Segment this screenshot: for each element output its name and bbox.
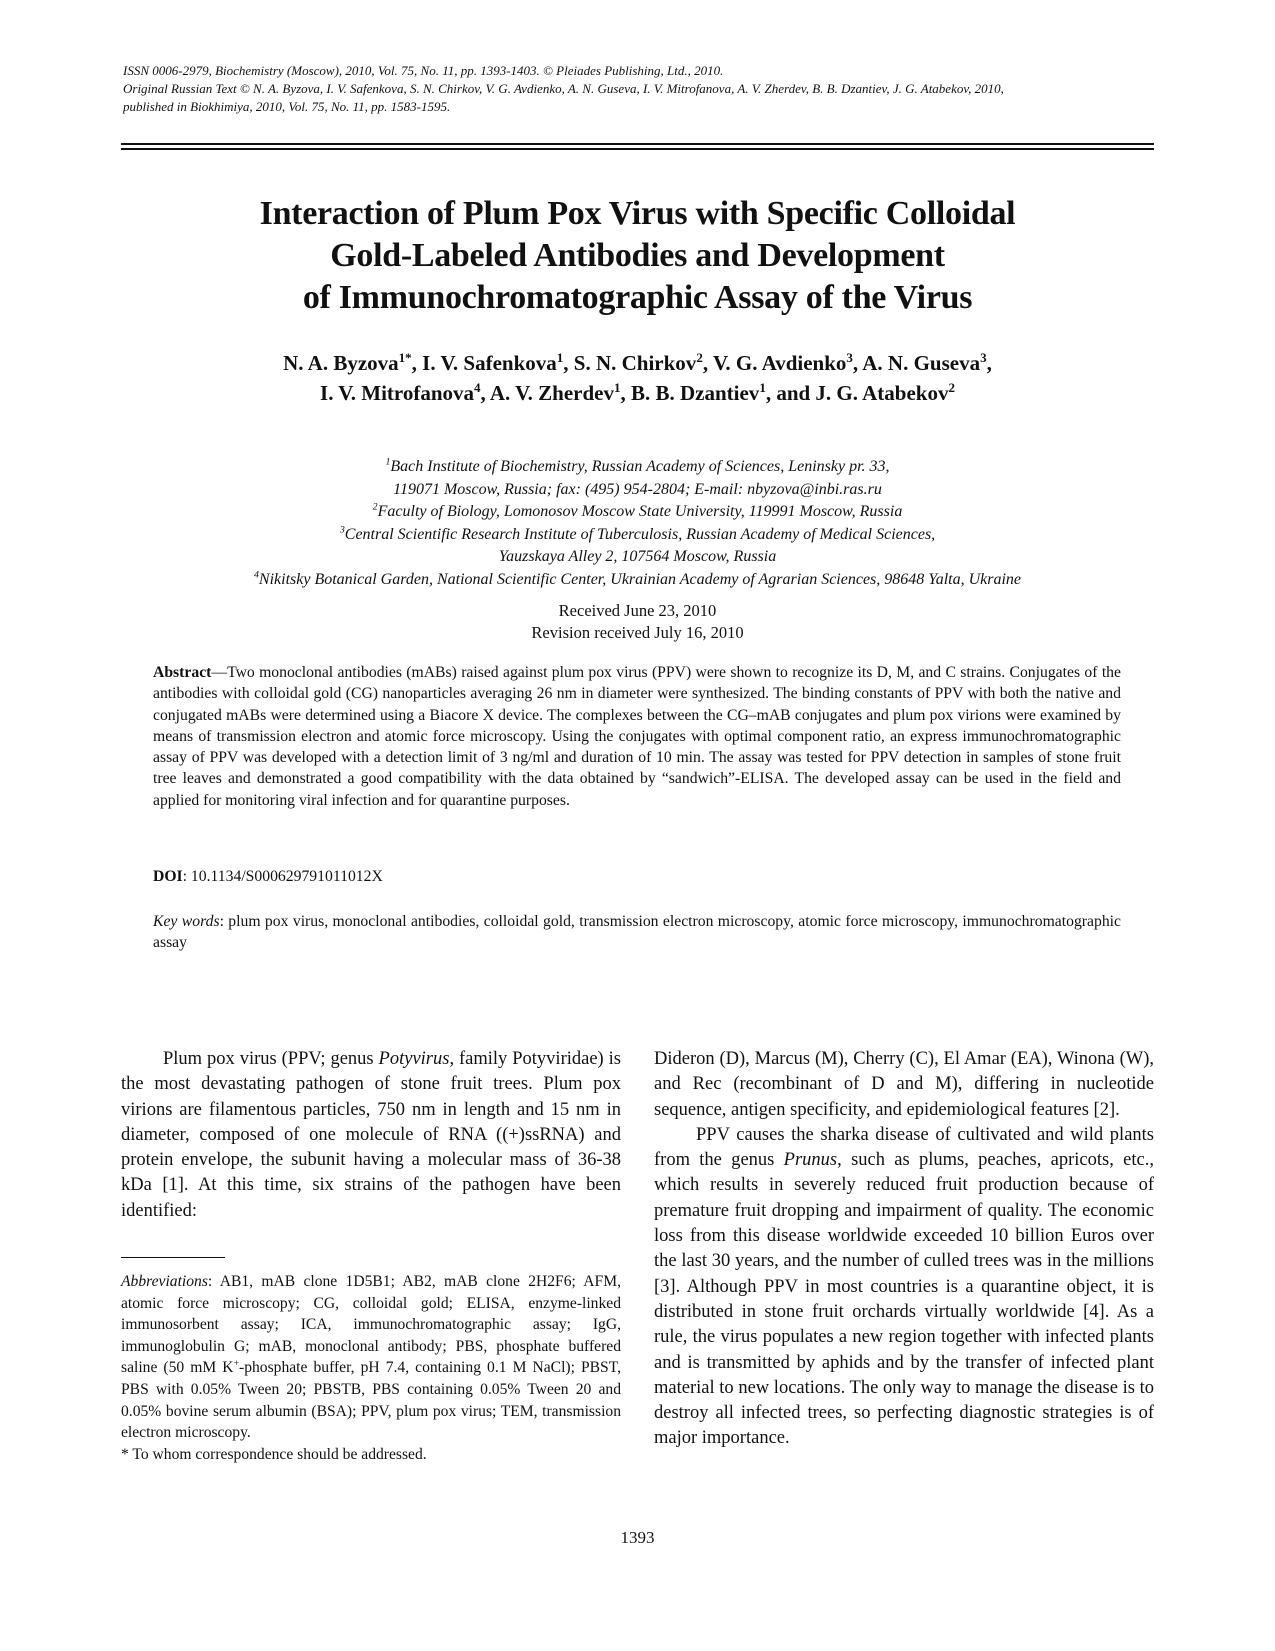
author-line-1 [121,348,1154,378]
affiliation-1 [121,456,1154,479]
author-line-2 [121,378,1154,408]
header-rule-thick [121,143,1154,145]
abstract-text: —Two monoclonal antibodies (mABs) raised against plum pox virus (PPV) were shown to recognize its D, M, and C strains. Conjugates of the antibodies with colloidal gold (CG) nanoparticles averaging 26 nm in diameter were synthesized. The binding constants of PPV with both the native and conjugated mABs were determined using a Biacore X device. The complexes between the CG–mAB conjugates and plum pox virions were examined by means of transmission electron and atomic force microscopy. Using the conjugates with optimal component ratio, an express immunochromatographic assay of PPV was developed with a detection limit of 3 ng/ml and duration of 10 min. The assay was tested for PPV detection in samples of stone fruit tree leaves and demonstrated a good compatibility with the data obtained by “sandwich”-ELISA. The developed assay can be used in the field and applied for monitoring viral infection and for quarantine purposes. [153,664,1121,809]
correspondence-footnote: * To whom correspondence should be addressed. [121,1445,427,1463]
body-paragraph-1 [121,1047,621,1224]
author-affil-mark: 2 [696,350,703,365]
title-line-3: of Immunochromatographic Assay of the Virus [302,279,973,316]
body-text: , such as plums, peaches, apricots, etc., which results in severely reduced fruit production because of premature fruit dropping and impairment of quality. The economic loss from this disease worldwide exceeded 10 billion Euros over the last 30 years, and the number of culled trees was in the millions [3]. Although PPV in most countries is a quarantine object, it is distributed in stone fruit orchards virtually worldwide [4]. As a rule, the virus populates a new region together with infected plants and is transmitted by aphids and by the transfer of infected plant material to new locations. The only way to manage the disease is to destroy all infected trees, so perfecting diagnostic strategies is of major importance. [654,1150,1154,1449]
abstract [153,662,1121,811]
header-rule-thin [121,148,1154,150]
author-name: , S. N. Chirkov [563,351,697,375]
body-text: PPV causes the sharka disease of cultivated and wild plants from the genus [654,1124,1154,1171]
author-name: , A. N. Guseva [852,351,981,375]
affil-text: Nikitsky Botanical Garden, National Scientific Center, Ukrainian Academy of Agrarian Sciences, 98648 Yalta, Ukraine [258,570,1022,588]
body-paragraph-2: Dideron (D), Marcus (M), Cherry (C), El Amar (EA), Winona (W), and Rec (recombinant of D and M), differing in nucleotide sequence, antigen specificity, and epidemiological features [2]. [654,1049,1154,1120]
footnote-rule [121,1257,225,1258]
doi-value: : 10.1134/S000629791011012X [182,868,383,885]
author-affil-mark: 3 [980,350,987,365]
affiliation-4 [121,569,1154,592]
author-name: I. V. Mitrofanova [320,381,475,405]
page-number: 1393 [620,1528,655,1547]
revision-date: Revision received July 16, 2010 [531,623,744,642]
affil-mark: 4 [253,569,259,581]
author-name: , and J. G. Atabekov [765,381,949,405]
author-list [121,348,1154,408]
affiliations [121,456,1154,591]
affiliation-3-cont: Yauzskaya Alley 2, 107564 Moscow, Russia [498,548,777,565]
affil-text: Faculty of Biology, Lomonosov Moscow State University, 119991 Moscow, Russia [377,503,903,520]
keywords [153,911,1121,954]
body-column-left [121,1047,621,1224]
affil-mark: 1 [385,456,391,468]
header-line-published: published in Biokhimiya, 2010, Vol. 75, No. 11, pp. 1583-1595. [123,99,451,114]
title-line-2: Gold-Labeled Antibodies and Development [330,237,945,274]
affil-mark: 3 [339,524,345,536]
doi [153,866,1121,887]
abbreviations-text: -phosphate buffer, pH 7.4, containing 0.1 M NaCl); PBST, PBS with 0.05% Tween 20; PBSTB, PBS containing 0.05% Tween 20 and 0.05% bovine serum albumin (BSA); PPV, plum pox virus; TEM, transmission electron microscopy. [121,1359,621,1442]
affiliation-1-cont: 119071 Moscow, Russia; fax: (495) 954-2804; E-mail: nbyzova@inbi.ras.ru [393,480,882,498]
genus-name: Potyvirus [378,1049,450,1069]
body-text: Plum pox virus (PPV; genus [163,1049,379,1069]
ion-charge: + [233,1358,240,1370]
affiliation-3 [121,524,1154,547]
body-column-right [654,1047,1154,1452]
affil-text: Bach Institute of Biochemistry, Russian Academy of Sciences, Leninsky pr. 33, [390,458,890,475]
affiliation-2 [121,501,1154,524]
body-paragraph-3 [654,1123,1154,1452]
keywords-label: Key words [153,913,220,930]
author-name: , I. V. Safenkova [411,351,557,375]
header-line-original: Original Russian Text © N. A. Byzova, I. V. Safenkova, S. N. Chirkov, V. G. Avdienko, A. N. Guseva, I. V. Mitrofanova, A. V. Zherdev, B. B. Dzantiev, J. G. Atabekov, 2010, [123,81,1004,96]
header-line-issn: ISSN 0006-2979, Biochemistry (Moscow), 2010, Vol. 75, No. 11, pp. 1393-1403. © Pleiades Publishing, Ltd., 2010. [123,63,724,78]
author-affil-mark: 3 [846,350,853,365]
doi-label: DOI [153,868,183,885]
keywords-text: : plum pox virus, monoclonal antibodies, colloidal gold, transmission electron microscopy, atomic force microscopy, immunochromatographic assay [153,913,1121,952]
affil-mark: 2 [372,501,378,513]
author-name: , V. G. Avdienko [702,351,847,375]
journal-header [123,62,1163,116]
author-name: , B. B. Dzantiev [620,381,760,405]
footnotes [121,1271,621,1465]
author-name: , A. V. Zherdev [480,381,614,405]
author-affil-mark: 2 [948,380,955,395]
affil-text: Central Scientific Research Institute of Tuberculosis, Russian Academy of Medical Sciences, [344,525,936,543]
abbreviations-footnote [121,1271,621,1444]
body-text: , family Potyviridae) is the most devastating pathogen of stone fruit trees. Plum pox virions are filamentous particles, 750 nm in length and 15 nm in diameter, composed of one molecule of RNA ((+)ssRNA) and protein envelope, the subunit having a molecular mass of 36-38 kDa [1]. At this time, six strains of the pathogen have been identified: [121,1049,621,1221]
article-title [121,193,1154,319]
author-affil-mark: 4 [474,380,481,395]
author-name: N. A. Byzova [283,351,399,375]
author-affil-mark: 1* [398,350,412,365]
abbreviations-label: Abbreviations [121,1273,208,1290]
abbreviations-text: : AB1, mAB clone 1D5B1; AB2, mAB clone 2H2F6; AFM, atomic force microscopy; CG, colloidal gold; ELISA, enzyme-linked immunosorbent assay; ICA, immunochromatographic assay; IgG, immunoglobulin G; mAB, monoclonal antibody; PBS, phosphate buffered saline (50 mM K [121,1273,621,1377]
genus-name: Prunus [783,1150,838,1171]
received-date: Received June 23, 2010 [558,601,717,620]
author-affil-mark: 1 [556,350,564,365]
author-affil-mark: 1 [613,380,621,395]
author-separator: , [986,351,992,375]
abstract-label: Abstract [153,664,212,681]
author-affil-mark: 1 [759,380,766,395]
title-line-1: Interaction of Plum Pox Virus with Specific Colloidal [259,195,1016,232]
received-dates [121,600,1154,644]
